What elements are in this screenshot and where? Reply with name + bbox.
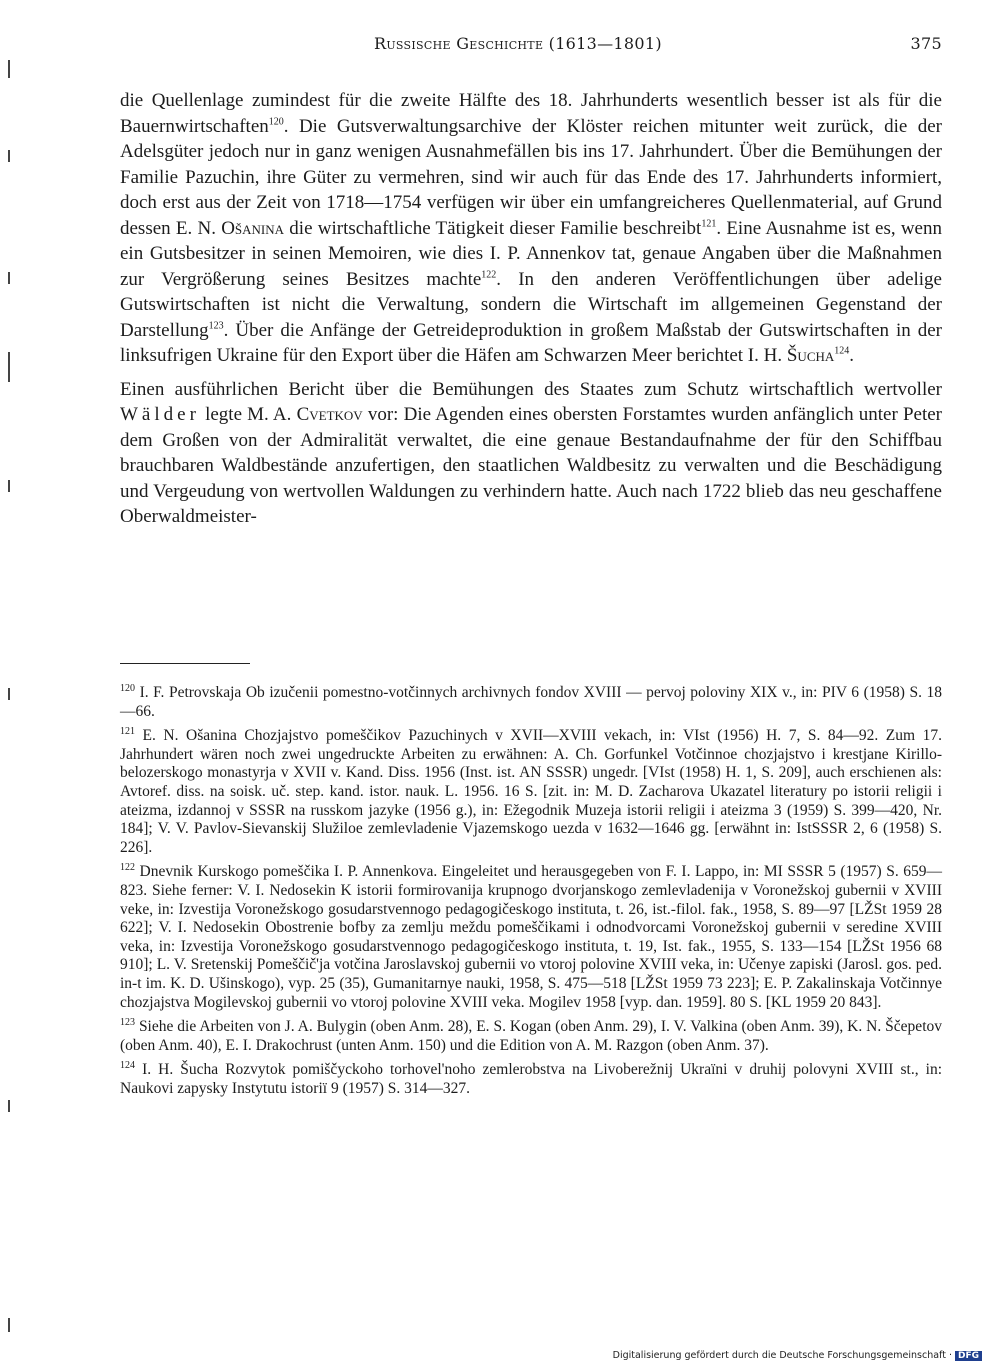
margin-mark — [8, 272, 10, 284]
footnote-number: 124 — [120, 1060, 135, 1072]
footnote-number: 123 — [120, 1016, 135, 1028]
footnote-rule — [120, 663, 250, 664]
digitization-credit — [612, 1350, 982, 1361]
footnote-ref: 123 — [208, 320, 224, 332]
author-name: Ošanina — [221, 217, 285, 239]
footnote-123 — [120, 1018, 942, 1055]
margin-mark — [8, 150, 10, 162]
footnote-ref: 120 — [268, 116, 284, 128]
text-run: Einen ausführlichen Bericht über die Bemühungen des Staates zum Schutz wirtschaftlich wertvoller — [120, 378, 942, 400]
text-run: . Eine Ausnahme ist es, wenn ein Gutsbesitzer in seinen Memoiren, wie dies I. P. Annenkov tat, genaue Angaben über die Maßnahmen zur Vergrößerung seines Besitzes machte — [120, 217, 942, 290]
footnote-text: I. F. Petrovskaja Ob izučenii pomestno-votčinnych archivnych fondov XVIII — pervoj poloviny XIX v., in: PIV 6 (1958) S. 18—66. — [120, 684, 943, 720]
footnote-120 — [120, 684, 942, 721]
text-run: . In den anderen Veröffentlichungen über adelige Gutswirtschaften ist nicht die Verwaltung, sondern die Wirtschaft im allgemeinen Gegenstand der Darstellung — [120, 268, 942, 341]
running-title: Russische Geschichte (1613—1801) — [374, 34, 662, 53]
margin-mark — [8, 1318, 10, 1332]
footnote-number: 121 — [120, 726, 135, 738]
text-run: legte M. A. — [199, 404, 297, 425]
margin-mark — [8, 60, 10, 78]
paragraph-1 — [120, 88, 942, 369]
emphasis: Wälder — [120, 404, 200, 425]
footnote-ref: 122 — [481, 269, 497, 281]
credit-text: Digitalisierung gefördert durch die Deutsche Forschungsgemeinschaft · — [612, 1350, 952, 1361]
footnote-122 — [120, 863, 942, 1012]
footnote-ref: 124 — [834, 345, 850, 357]
text-run: . Über die Anfänge der Getreideproduktion in großem Maßstab der Gutswirtschaften in der linksufrigen Ukraine für den Export über die Häfen am Schwarzen Meer berichtet I. H. — [120, 319, 942, 366]
paragraph-2 — [120, 377, 942, 530]
footnote-text: E. N. Ošanina Chozjajstvo pomeščikov Pazuchinych v XVII—XVIII vekach, in: VIst (1956) H. 7, S. 84—92. Zum 17. Jahrhundert wären noch zwei ungedruckte Arbeiten zu erwähnen: A. Ch. Gorfunkel Votčinnoe chozjajstvo i krestjane Kirillo-belozerskogo monastyrja v XVII v. Kand. Diss. 1956 (Inst. ist. AN SSSR) ungedr. [VIst (1958) H. 1, S. 209], auch erschienen als: Avtoref. diss. na soisk. uč. step. kand. istor. nauk. L. 1956. 16 S. [zit. in: M. D. Zacharova Ukazatel literatury po istorii religii i ateizma, izdannoj v SSSR na russkom jazyke (1956 g.), in: Ežegodnik Muzeja istorii religii i ateizma 3 (1959) S. 399—420, Nr. 184]; V. V. Pavlov-Sievanskij Služiloe zemlevladenie Vjazemskogo uezda v 1632—1646 gg. [erwähnt in: IstSSSR 2, 6 (1958) S. 226]. — [120, 727, 943, 856]
footnote-number: 122 — [120, 862, 135, 874]
body-text — [120, 88, 942, 538]
footnote-121 — [120, 727, 942, 857]
footnote-124 — [120, 1061, 942, 1098]
dfg-logo: DFG — [955, 1351, 982, 1361]
footnote-number: 120 — [120, 682, 135, 694]
margin-mark — [8, 1100, 10, 1112]
footnote-text: I. H. Šucha Rozvytok pomiščyckoho torhovel'noho zemlerobstva na Livoberežnij Ukraïni v druhij polovyni XVIII st., in: Naukovi zapysky Instytutu istoriï 9 (1957) S. 314—327. — [120, 1061, 942, 1097]
text-run: . — [849, 345, 855, 366]
margin-mark — [8, 480, 10, 492]
footnote-text: Dnevnik Kurskogo pomeščika I. P. Annenkova. Eingeleitet und herausgegeben von F. I. Lappo, in: MI SSSR 5 (1957) S. 659—823. Siehe ferner: V. I. Nedosekin K istorii formirovanija krupnogo dvorjanskogo zemlevladenija v Voronežskoj gubernii v XVIII veke, in: Izvestija Voronežskogo gosudarstvennogo pedagogičeskogo instituta, t. 26, ist.-filol. fak., 1958, S. 89—97 [LŽSt 1959 28 622]; V. I. Nedosekin Obostrenie bofby za zemlju meždu pomeščikami i odnodvorcami Voronežskoj gubernii v seredine XVIII veka, in: Izvestija Voronežskogo gosudarstvennogo pedagogičeskogo instituta, t. 19, Ist. fak., 1955, S. 133—154 [LŽSt 1956 68 910]; L. V. Sretenskij Pomeščič'ja votčina Jaroslavskoj gubernii vo vtoroj polovine XVIII veka, in: Učenye zapiski (Jarosl. gos. ped. in-t im. K. D. Ušinskogo), vyp. 25 (35), Gumanitarnye nauki, 1958, S. 475—518 [LŽSt 1959 73 223]; E. P. Zakalinskaja Votčinnye chozjajstva Mogilevskoj gubernii vo vtoroj polovine XVIII veka. Mogilev 1958 [vyp. dan. 1959]. 80 S. [KL 1959 20 843]. — [120, 863, 943, 1011]
text-run: . Die Gutsverwaltungsarchive der Klöster reichen mitunter weit zurück, die der Adelsgüter jedoch nur in ganz wenigen Ausnahmefällen bis ins 17. Jahrhundert. Über die Bemühungen der Familie Pazuchin, ihre Güter zu vermehren, sind wir auch für das Ende des 17. Jahrhunderts informiert, doch erst aus der Zeit von 1718—1754 verfügen wir über ein umfangreicheres Quellenmaterial, auf Grund dessen E. N. — [120, 115, 942, 239]
footnotes — [120, 684, 942, 1104]
text-run: die Quellenlage zumindest für die zweite Hälfte des 18. Jahrhunderts wesentlich besser ist als für die Bauernwirtschaften — [120, 90, 942, 137]
author-name: Cvetkov — [296, 404, 363, 425]
footnote-text: Siehe die Arbeiten von J. A. Bulygin (oben Anm. 28), E. S. Kogan (oben Anm. 29), I. V. Valkina (oben Anm. 39), K. N. Ščepetov (oben Anm. 40), E. I. Drakochrust (unten Anm. 150) und die Edition von A. M. Razgon (oben Anm. 37). — [120, 1018, 942, 1054]
author-name: Šuсна — [786, 345, 835, 366]
margin-mark — [8, 688, 10, 700]
running-head — [120, 34, 942, 60]
margin-mark — [8, 352, 10, 382]
text-run: die wirtschaftliche Tätigkeit dieser Familie beschreibt — [284, 217, 702, 239]
page-number: 375 — [910, 34, 942, 53]
text-run: vor: Die Agenden eines obersten Forstamtes wurden anfänglich unter Peter dem Großen von der Admiralität verwaltet, die eine genaue Bestandaufnahme der für den Schiffbau brauchbaren Waldbestände anzufertigen, den staatlichen Waldbesitz zu verwalten und die Beschädigung und Vergeudung von wertvollen Waldungen zu verhindern hatte. Auch nach 1722 blieb das neu geschaffene Oberwaldmeister- — [120, 404, 942, 527]
footnote-ref: 121 — [701, 218, 717, 230]
